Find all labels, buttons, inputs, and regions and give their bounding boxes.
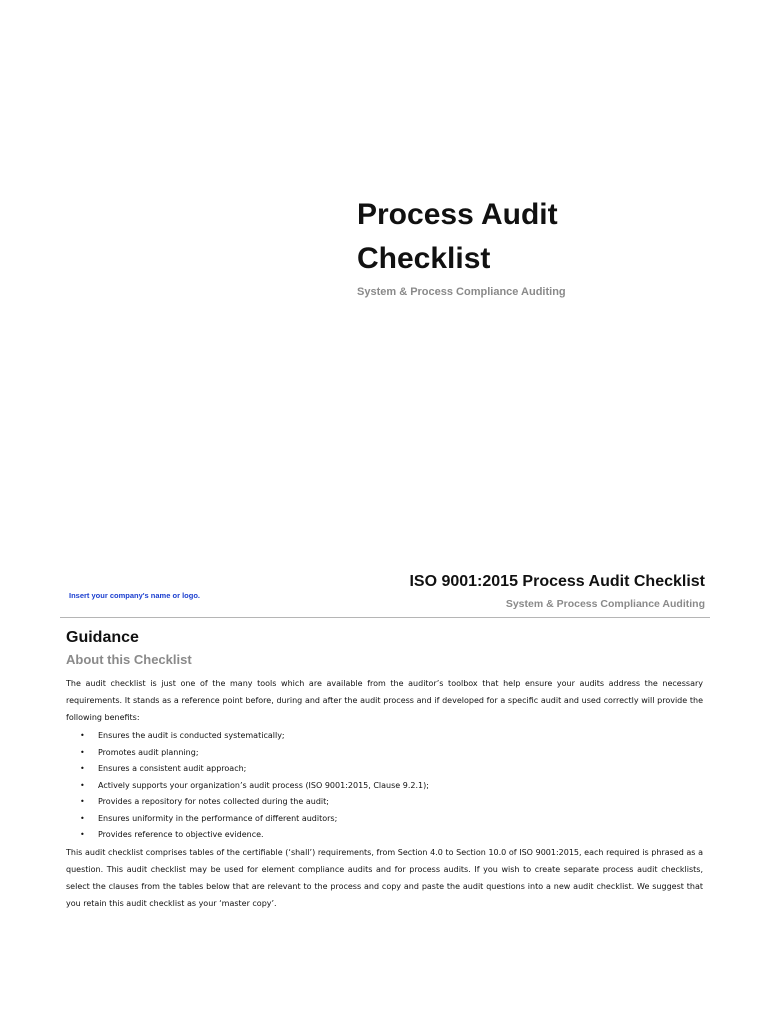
benefit-text: Provides a repository for notes collected during the audit; xyxy=(98,797,329,806)
benefit-item xyxy=(66,794,703,811)
benefit-text: Ensures uniformity in the performance of different auditors; xyxy=(98,813,338,823)
benefits-list xyxy=(66,728,703,844)
benefit-text: Ensures a consistent audit approach; xyxy=(98,764,247,773)
bullet-icon: • xyxy=(80,780,85,790)
benefit-item xyxy=(66,811,703,828)
benefit-item xyxy=(66,745,703,762)
cover-subtitle: System & Process Compliance Auditing xyxy=(357,286,566,298)
benefit-text: Actively supports your organization’s audit process (ISO 9001:2015, Clause 9.2.1); xyxy=(98,780,429,790)
benefit-item xyxy=(66,778,703,795)
document-header-title: ISO 9001:2015 Process Audit Checklist xyxy=(409,573,705,590)
benefit-text: Provides reference to objective evidence. xyxy=(98,830,264,839)
benefit-item xyxy=(66,728,703,745)
benefit-item xyxy=(66,827,703,844)
intro-paragraph: The audit checklist is just one of the many tools which are available from the auditor’s toolbox that help ensure your audits address the necessary requirements. It stands as a reference point before, during and after the audit process and if developed for a specific audit and used correctly will provide the following benefits: xyxy=(66,679,703,722)
bullet-icon: • xyxy=(80,747,85,757)
guidance-heading: Guidance xyxy=(66,629,139,646)
header-divider xyxy=(60,617,710,618)
bullet-icon: • xyxy=(80,764,85,773)
benefit-item xyxy=(66,761,703,778)
bullet-icon: • xyxy=(80,813,85,823)
benefit-text: Promotes audit planning; xyxy=(98,747,199,757)
document-header-subtitle: System & Process Compliance Auditing xyxy=(505,598,705,610)
bullet-icon: • xyxy=(80,731,85,740)
bullet-icon: • xyxy=(80,797,85,806)
cover-title: Process Audit Checklist xyxy=(357,198,558,275)
about-checklist-heading: About this Checklist xyxy=(66,652,192,667)
guidance-section xyxy=(66,627,703,912)
company-logo-placeholder: Insert your company's name or logo. xyxy=(69,591,200,600)
benefit-text: Ensures the audit is conducted systematically; xyxy=(98,731,285,740)
closing-paragraph: This audit checklist comprises tables of the certifiable (‘shall’) requirements, from Section 4.0 to Section 10.0 of ISO 9001:2015, each required is phrased as a question. This audit checklist may be used for element compliance audits and for process audits. If you wish to create separate process audit checklists, select the clauses from the tables below that are relevant to the process and copy and paste the audit questions into a new audit checklist. We suggest that you retain this audit checklist as your ‘master copy’. xyxy=(66,847,703,908)
bullet-icon: • xyxy=(80,830,85,839)
